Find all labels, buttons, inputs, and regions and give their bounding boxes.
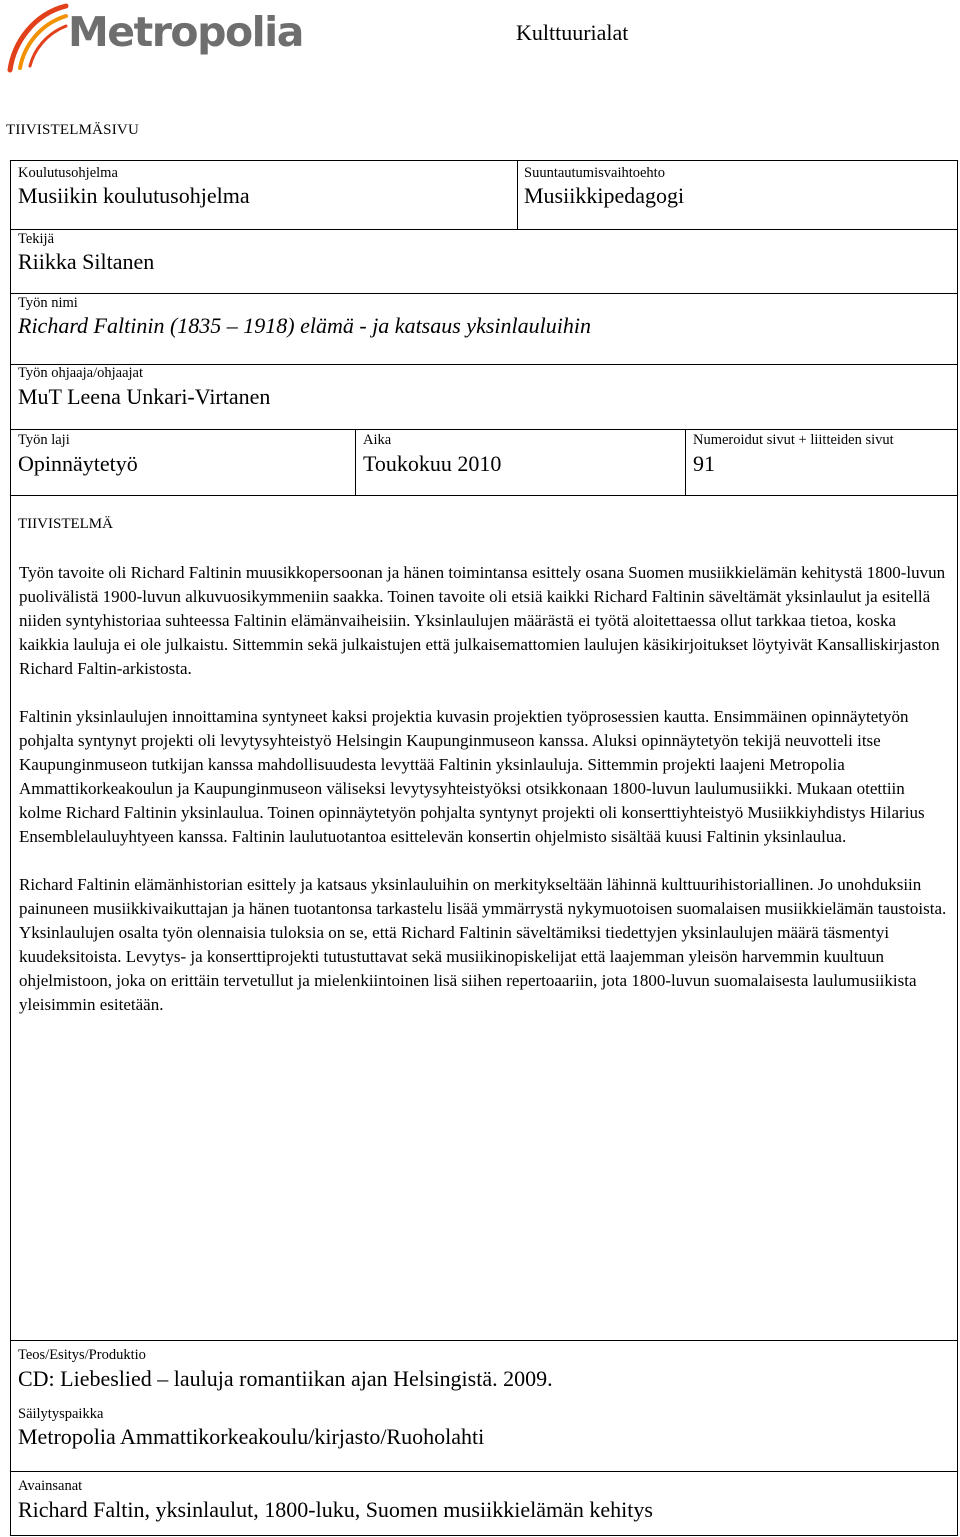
abstract-heading: TIIVISTELMÄ	[18, 516, 113, 532]
faculty-title: Kulttuurialat	[516, 20, 629, 45]
thesis-title-value: Richard Faltinin (1835 – 1918) elämä - ja katsaus yksinlauluihin	[18, 313, 591, 338]
row-divider	[11, 495, 957, 496]
specialization-label: Suuntautumisvaihtoehto	[524, 165, 665, 181]
row5-divider-2	[685, 429, 686, 495]
row-divider	[11, 1340, 957, 1341]
storage-value: Metropolia Ammattikorkeakoulu/kirjasto/Ruoholahti	[18, 1424, 485, 1449]
specialization-value: Musiikkipedagogi	[524, 183, 685, 208]
supervisor-label: Työn ohjaaja/ohjaajat	[18, 365, 144, 381]
supervisor-value: MuT Leena Unkari-Virtanen	[18, 384, 271, 409]
thesis-title-label: Työn nimi	[18, 295, 78, 311]
keywords-value: Richard Faltin, yksinlaulut, 1800-luku, Suomen musiikkielämän kehitys	[18, 1497, 653, 1522]
program-label: Koulutusohjelma	[18, 165, 118, 181]
row-divider	[11, 429, 957, 430]
work-type-label: Työn laji	[18, 432, 70, 448]
production-label: Teos/Esitys/Produktio	[18, 1347, 146, 1363]
abstract-paragraph: Työn tavoite oli Richard Faltinin muusikkopersoonan ja hänen toimintansa esittely osana Suomen musiikkielämän kehitystä 1800-luvun puolivälistä 1900-luvun alkuvuosikymmeniin saakka. Toinen tavoite oli etsiä kaikki Richard Faltinin säveltämät yksinlaulut ja esitellä niiden syntyhistoriaa suhteessa Faltinin elämänvaiheisiin. Yksinlaulujen määrästä ei työtä aloitettaessa ollut tarkkaa tietoa, koska kaikkia lauluja ei ole julkaistu. Sittemmin sekä julkaistujen että julkaisemattomien laulujen käsikirjoitukset löytyivät Kansalliskirjaston Richard Faltin-arkistosta.	[19, 563, 946, 678]
time-value: Toukokuu 2010	[363, 451, 502, 476]
program-value: Musiikin koulutusohjelma	[18, 183, 250, 208]
abstract-paragraph: Faltinin yksinlaulujen innoittamina syntyneet kaksi projektia kuvasin projektien työprosessien kautta. Ensimmäinen opinnäytetyön pohjalta syntynyt projekti oli levytysyhteistyö Helsingin Kaupunginmuseon kanssa. Aluksi opinnäytetyön tekijä neuvotteli itse Kaupunginmuseon tutkijan kanssa mahdollisuudesta levyttää Faltinin yksinlauluja. Sittemmin projekti laajeni Metropolia Ammattikorkeakoulun ja Kaupunginmuseon väliseksi levytysyhteistyöksi otsikkonaan 1800-luvun laulumusiikki. Mukaan otettiin kolme Richard Faltinin yksinlaulua. Toinen opinnäytetyön pohjalta syntynyt projekti oli konserttiyhteistyö Musiikkiyhdistys Hilarius Ensemblelauluyhtyeen kanssa. Faltinin laulutuotantoa esittelevän konsertin ohjelmisto sisältää kuusi Faltinin yksinlaulua.	[19, 707, 925, 846]
row5-divider-1	[355, 429, 356, 495]
logo-wordmark: Metropolia	[68, 8, 303, 56]
time-label: Aika	[363, 432, 392, 448]
logo-arc-icon	[4, 2, 74, 74]
abstract-paragraph: Richard Faltinin elämänhistorian esittely ja katsaus yksinlauluihin on merkitykseltään lähinnä kulttuurihistoriallinen. Jo unohduksiin painuneen musiikkivaikuttajan ja hänen tuotantonsa tarkastelu lisää ymmärrystä nykymuotoisen suomalaisen musiikkielämän taustoista. Yksinlaulujen osalta työn olennaisia tuloksia on se, että Richard Faltinin säveltämiksi tiedettyjen yksinlaulujen määrä täsmentyi kuudeksitoista. Levytys- ja konserttiprojekti tutustuttavat sekä musiikinopiskelijat että laajemman yleisön harvemmin kuultuun ohjelmistoon, joka on erittäin tervetullut ja mielenkiintoinen lisä siihen repertoaariin, jota 1800-luvun suomalaisesta laulumusiikista yleisimmin esitetään.	[19, 875, 947, 1014]
storage-label: Säilytyspaikka	[18, 1406, 104, 1422]
row-divider	[11, 364, 957, 365]
row-divider	[11, 1471, 957, 1472]
row-divider	[11, 229, 957, 230]
pages-value: 91	[693, 451, 715, 476]
row-divider	[11, 293, 957, 294]
abstract-body	[19, 561, 949, 1041]
keywords-label: Avainsanat	[18, 1478, 83, 1494]
abstract-form	[10, 160, 958, 1536]
pages-label: Numeroidut sivut + liitteiden sivut	[693, 432, 894, 448]
metropolia-logo	[4, 2, 304, 72]
page-title: TIIVISTELMÄSIVU	[6, 122, 139, 138]
production-value: CD: Liebeslied – lauluja romantiikan ajan Helsingistä. 2009.	[18, 1366, 553, 1391]
work-type-value: Opinnäytetyö	[18, 451, 138, 476]
author-value: Riikka Siltanen	[18, 249, 155, 274]
row1-divider	[517, 161, 518, 229]
author-label: Tekijä	[18, 231, 55, 247]
